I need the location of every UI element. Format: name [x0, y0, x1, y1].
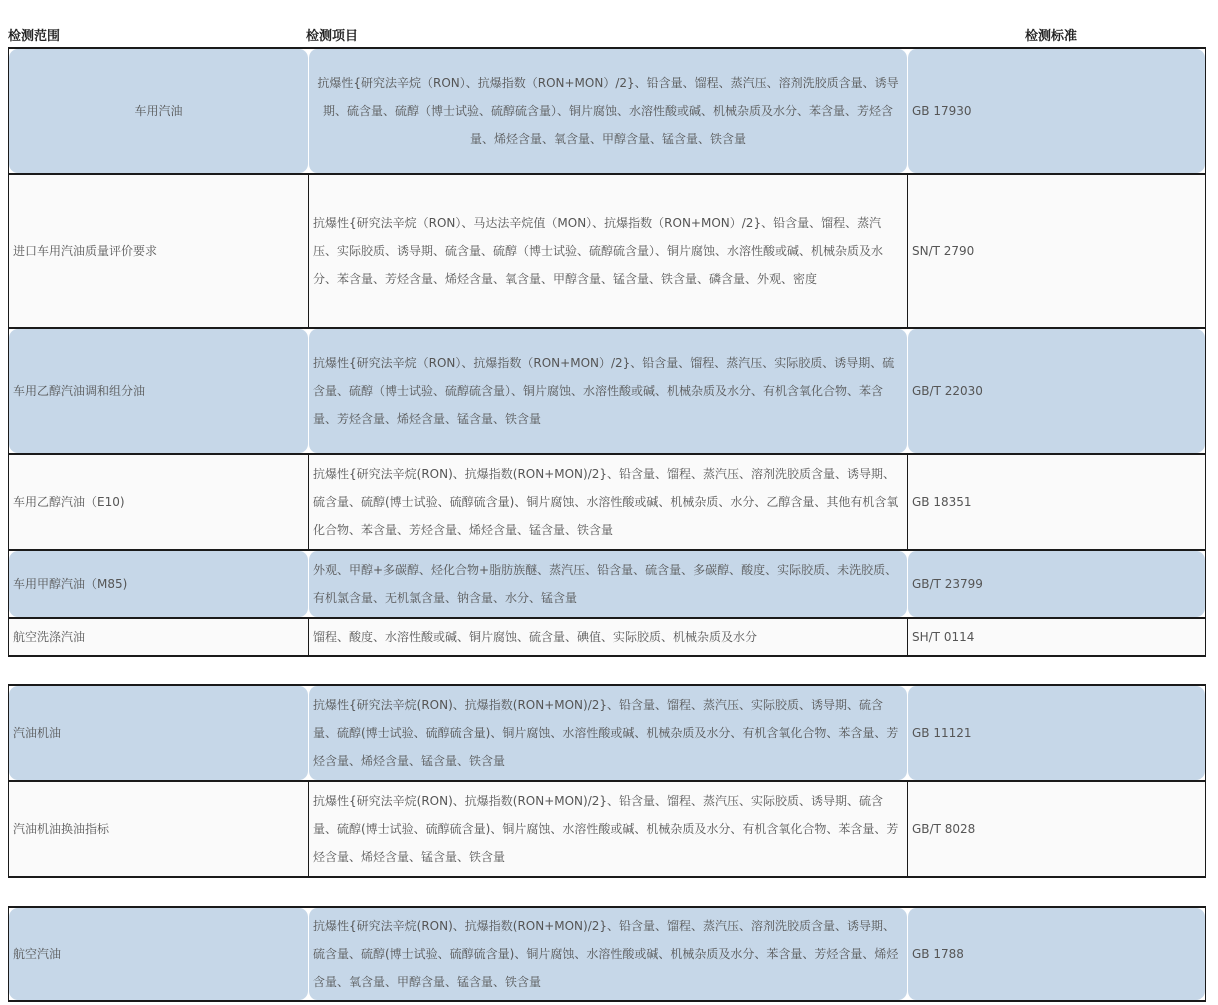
table-row — [8, 684, 1206, 780]
table-row — [8, 780, 1206, 878]
standard-cell: GB/T 8028 — [907, 782, 1205, 876]
items-cell: 抗爆性{研究法辛烷(RON)、抗爆指数(RON+MON)/2}、铅含量、馏程、蒸汽压、溶剂洗胶质含量、诱导期、硫含量、硫醇(博士试验、硫醇硫含量)、铜片腐蚀、水溶性酸或碱、机械杂质、水分、乙醇含量、其他有机含氧化合物、苯含量、芳烃含量、烯烃含量、锰含量、铁含量 — [308, 455, 907, 549]
standard-cell: GB 17930 — [907, 49, 1205, 173]
table-row — [8, 906, 1206, 1002]
standard-cell: GB 1788 — [907, 908, 1205, 1000]
items-cell: 外观、甲醇+多碳醇、烃化合物+脂肪族醚、蒸汽压、铅含量、硫含量、多碳醇、酸度、实际胶质、未洗胶质、有机氯含量、无机氯含量、钠含量、水分、锰含量 — [308, 551, 907, 617]
items-cell: 抗爆性{研究法辛烷（RON）、抗爆指数（RON+MON）/2}、铅含量、馏程、蒸汽压、溶剂洗胶质含量、诱导期、硫含量、硫醇（博士试验、硫醇硫含量）、铜片腐蚀、水溶性酸或碱、机械杂质及水分、苯含量、芳烃含量、烯烃含量、氧含量、甲醇含量、锰含量、铁含量 — [308, 49, 907, 173]
header-scope: 检测范围 — [8, 29, 61, 44]
items-cell: 抗爆性{研究法辛烷(RON)、抗爆指数(RON+MON)/2}、铅含量、馏程、蒸汽压、实际胶质、诱导期、硫含量、硫醇(博士试验、硫醇硫含量)、铜片腐蚀、水溶性酸或碱、机械杂质及水分、有机含氧化合物、苯含量、芳烃含量、烯烃含量、锰含量、铁含量 — [308, 686, 907, 780]
standard-cell: GB 11121 — [907, 686, 1205, 780]
standards-table-1 — [8, 47, 1206, 657]
header-standard: 检测标准 — [1025, 29, 1078, 44]
table-row — [8, 327, 1206, 453]
items-cell: 抗爆性{研究法辛烷（RON）、马达法辛烷值（MON）、抗爆指数（RON+MON）/2}、铅含量、馏程、蒸汽压、实际胶质、诱导期、硫含量、硫醇（博士试验、硫醇硫含量）、铜片腐蚀、水溶性酸或碱、机械杂质及水分、苯含量、芳烃含量、烯烃含量、氧含量、甲醇含量、锰含量、铁含量、磷含量、外观、密度 — [308, 175, 907, 327]
scope-cell: 汽油机油 — [9, 686, 308, 780]
scope-cell: 进口车用汽油质量评价要求 — [9, 175, 308, 327]
scope-cell: 车用汽油 — [9, 49, 308, 173]
table-row — [8, 47, 1206, 173]
standard-cell: SN/T 2790 — [907, 175, 1205, 327]
standard-cell: GB/T 23799 — [907, 551, 1205, 617]
scope-cell: 车用乙醇汽油（E10) — [9, 455, 308, 549]
standard-cell: GB 18351 — [907, 455, 1205, 549]
standard-cell: SH/T 0114 — [907, 619, 1205, 655]
items-cell: 馏程、酸度、水溶性酸或碱、铜片腐蚀、硫含量、碘值、实际胶质、机械杂质及水分 — [308, 619, 907, 655]
items-cell: 抗爆性{研究法辛烷（RON）、抗爆指数（RON+MON）/2}、铅含量、馏程、蒸汽压、实际胶质、诱导期、硫含量、硫醇（博士试验、硫醇硫含量）、铜片腐蚀、水溶性酸或碱、机械杂质及水分、有机含氧化合物、苯含量、芳烃含量、烯烃含量、锰含量、铁含量 — [308, 329, 907, 453]
header-items: 检测项目 — [306, 29, 359, 44]
standard-cell: GB/T 22030 — [907, 329, 1205, 453]
scope-cell: 车用乙醇汽油调和组分油 — [9, 329, 308, 453]
scope-cell: 车用甲醇汽油（M85) — [9, 551, 308, 617]
items-cell: 抗爆性{研究法辛烷(RON)、抗爆指数(RON+MON)/2}、铅含量、馏程、蒸汽压、实际胶质、诱导期、硫含量、硫醇(博士试验、硫醇硫含量)、铜片腐蚀、水溶性酸或碱、机械杂质及水分、有机含氧化合物、苯含量、芳烃含量、烯烃含量、锰含量、铁含量 — [308, 782, 907, 876]
table-row — [8, 453, 1206, 549]
items-cell: 抗爆性{研究法辛烷(RON)、抗爆指数(RON+MON)/2}、铅含量、馏程、蒸汽压、溶剂洗胶质含量、诱导期、硫含量、硫醇(博士试验、硫醇硫含量)、铜片腐蚀、水溶性酸或碱、机械杂质及水分、苯含量、芳烃含量、烯烃含量、氧含量、甲醇含量、锰含量、铁含量 — [308, 908, 907, 1000]
table-row — [8, 173, 1206, 327]
standards-table-2 — [8, 684, 1206, 878]
standards-table-3 — [8, 906, 1206, 1002]
table-row — [8, 617, 1206, 657]
scope-cell: 航空洗涤汽油 — [9, 619, 308, 655]
scope-cell: 航空汽油 — [9, 908, 308, 1000]
scope-cell: 汽油机油换油指标 — [9, 782, 308, 876]
table-row — [8, 549, 1206, 617]
